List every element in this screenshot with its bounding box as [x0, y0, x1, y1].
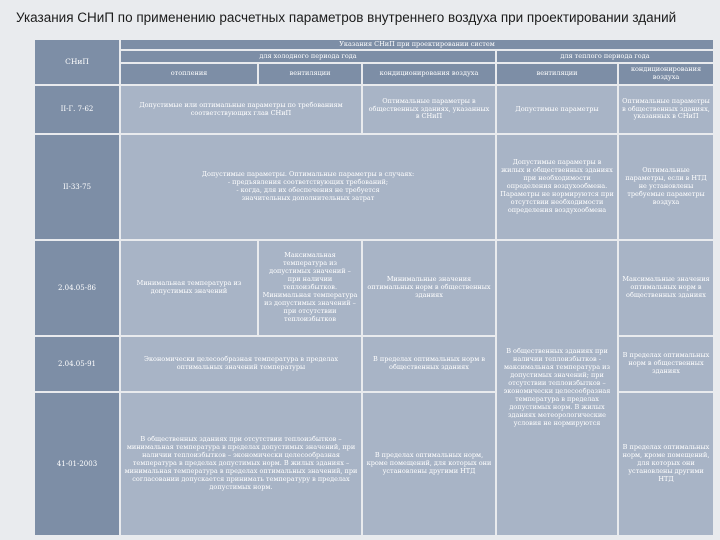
header-warm-period: для теплого периода года [497, 51, 713, 62]
header-cold-period: для холодного периода года [121, 51, 495, 62]
table-cell: Оптимальные параметры в общественных зданиях, указанных в СНиП [619, 86, 713, 133]
table-cell: Допустимые параметры в жилых и общественных зданиях при необходимости определения воздухообмена. Параметры не нормируются при отсутствии необходимости определения воздухообмена [497, 135, 617, 239]
row-code: II-Г. 7-62 [35, 86, 119, 133]
row-code: 41-01-2003 [35, 393, 119, 535]
table-cell: В общественных зданиях при отсутствии теплоизбытков – минимальная температура в пределах допустимых значений, при наличии теплоизбытков – экономически целесообразная температура в пределах допустимых норм. В жилых зданиях – минимальная температура в пределах оптимальных значений, при согласовании допускается принимать температуру в пределах допустимых норм. [121, 393, 361, 535]
row-code: II-33-75 [35, 135, 119, 239]
table-cell: Оптимальные параметры в общественных зданиях, указанных в СНиП [363, 86, 495, 133]
table-cell: Оптимальные параметры, если в НТД не установлены требуемые параметры воздуха [619, 135, 713, 239]
table-cell-merged: В общественных зданиях при наличии теплоизбытков - максимальная температура из допустимых значений; при отсутствии теплоизбытков – экономически целесообразная температура в пределах допустимых норм. В жилых зданиях метеорологические условия не нормируются [497, 241, 617, 535]
row-code: 2.04.05-86 [35, 241, 119, 335]
table-cell: Максимальные значения оптимальных норм в общественных зданиях [619, 241, 713, 335]
table-cell: Минимальная температура из допустимых значений [121, 241, 257, 335]
table-cell: В пределах оптимальных норм в общественных зданиях [619, 337, 713, 391]
header-heating: отопления [121, 64, 257, 84]
table-cell: Допустимые или оптимальные параметры по требованиям соответствующих глав СНиП [121, 86, 361, 133]
table-cell: В пределах оптимальных норм в общественных зданиях [363, 337, 495, 391]
header-conditioning-cold: кондиционирования воздуха [363, 64, 495, 84]
table-cell: Допустимые параметры [497, 86, 617, 133]
row-code: 2.04.05-91 [35, 337, 119, 391]
header-system-group: Указания СНиП при проектировании систем [121, 40, 713, 49]
table-cell: Допустимые параметры. Оптимальные параметры в случаях: - предъявления соответствующих требований; - когда, для их обеспечения не требуется значительных дополнительных затрат [121, 135, 495, 239]
header-snip: СНиП [35, 40, 119, 84]
snip-table [35, 40, 710, 533]
table-cell: Экономически целесообразная температура в пределах оптимальных значений температуры [121, 337, 361, 391]
header-conditioning-warm: кондиционирования воздуха [619, 64, 713, 84]
page-title: Указания СНиП по применению расчетных параметров внутреннего воздуха при проектировании зданий [16, 10, 677, 25]
table-cell: Максимальная температура из допустимых значений – при наличии теплоизбытков. Минимальная температура из допустимых значений – при отсутствии теплоизбытков [259, 241, 361, 335]
header-ventilation-cold: вентиляции [259, 64, 361, 84]
table-cell: В пределах оптимальных норм, кроме помещений, для которых они установлены другими НТД [363, 393, 495, 535]
table-cell: Минимальные значения оптимальных норм в общественных зданиях [363, 241, 495, 335]
header-ventilation-warm: вентиляции [497, 64, 617, 84]
table-cell: В пределах оптимальных норм, кроме помещений, для которых они установлены другими НТД [619, 393, 713, 535]
